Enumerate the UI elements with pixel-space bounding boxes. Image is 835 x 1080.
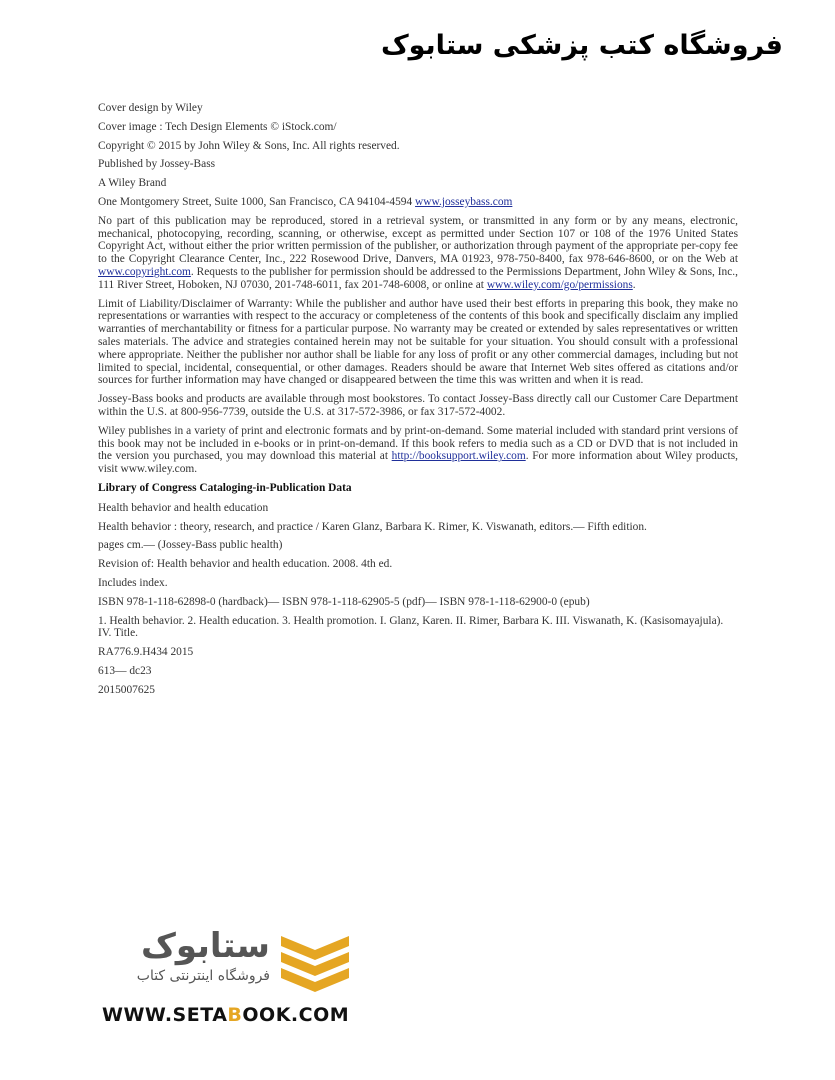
formats-text-2: . For more information about Wiley products, visit www.wiley.com. — [98, 450, 738, 476]
cip-line: ISBN 978-1-118-62898-0 (hardback)— ISBN 978-1-118-62905-5 (pdf)— ISBN 978-1-118-62900-0 (epub) — [98, 595, 590, 608]
cover-image-line: Cover image : Tech Design Elements © iStock.com/ — [98, 120, 337, 133]
address-line — [98, 196, 738, 209]
watermark-header: فروشگاه کتب پزشکی ستابوک — [380, 30, 783, 61]
copyright-line: Copyright © 2015 by John Wiley & Sons, Inc. All rights reserved. — [98, 139, 400, 152]
cip-line: Includes index. — [98, 576, 168, 589]
cip-line: 613— dc23 — [98, 664, 152, 677]
publisher-line: Published by Jossey-Bass — [98, 158, 216, 171]
cip-heading: Library of Congress Cataloging-in-Publication Data — [98, 481, 352, 494]
logo-tagline: فروشگاه اینترنتی کتاب — [136, 968, 270, 984]
cip-line: RA776.9.H434 2015 — [98, 646, 194, 659]
copyright-com-link[interactable]: www.copyright.com — [98, 265, 191, 278]
reproduction-text-3: . — [632, 278, 636, 291]
logo-url — [102, 1004, 349, 1026]
booksupport-link[interactable]: http://booksupport.wiley.com — [391, 450, 526, 463]
formats-text-1: Wiley publishes in a variety of print and electronic formats and by print-on-demand. Some material included with standard print versions of this book may not be included in e-books or in print-on-demand. If this book refers to media such as a CD or DVD that is not included in the version you purchased, you may download this material at — [98, 424, 738, 463]
cip-line: pages cm.— (Jossey-Bass public health) — [98, 539, 283, 552]
formats-paragraph — [98, 425, 738, 476]
copyright-page — [98, 102, 738, 702]
liability-paragraph: Limit of Liability/Disclaimer of Warranty: While the publisher and author have used their best efforts in preparing this book, they make no representations or warranties with respect to the accuracy or completeness of the contents of this book and specifically disclaim any implied warranties of merchantability or fitness for a particular purpose. No warranty may be created or extended by sales representatives or written sales materials. The advice and strategies contained herein may not be suitable for your situation. You should consult with a professional where appropriate. Neither the publisher nor author shall be liable for any loss of profit or any other commercial damages, including but not limited to special, incidental, consequential, or other damages. Readers should be aware that Internet Web sites offered as citations and/or sources for further information may have changed or disappeared between the time this was written and when it is read. — [98, 297, 738, 387]
address-text: One Montgomery Street, Suite 1000, San Francisco, CA 94104-4594 — [98, 195, 413, 208]
reproduction-text-2: . Requests to the publisher for permission should be addressed to the Permissions Department, John Wiley & Sons, Inc., 111 River Street, Hoboken, NJ 07030, 201-748-6011, fax 201-748-6008, or online at — [98, 265, 738, 291]
availability-paragraph: Jossey-Bass books and products are available through most bookstores. To contact Jossey-Bass directly call our Customer Care Department within the U.S. at 800-956-7739, outside the U.S. at 317-572-3986, or fax 317-572-4002. — [98, 393, 738, 418]
logo-url-suffix: OOK.COM — [242, 1004, 350, 1026]
cip-line: 1. Health behavior. 2. Health education. 3. Health promotion. I. Glanz, Karen. II. Rimer, Barbara K. III. Viswanath, K. (Kasisomayajula). IV. Title. — [98, 614, 724, 640]
logo-wordmark: ستابوک — [141, 926, 270, 966]
cip-line: Health behavior and health education — [98, 501, 269, 514]
josseybass-link[interactable]: www.josseybass.com — [415, 195, 513, 208]
permissions-link[interactable]: www.wiley.com/go/permissions — [486, 278, 633, 291]
cover-design-line: Cover design by Wiley — [98, 102, 203, 114]
cip-line: Health behavior : theory, research, and practice / Karen Glanz, Barbara K. Rimer, K. Viswanath, editors.— Fifth edition. — [98, 520, 647, 533]
brand-line: A Wiley Brand — [98, 177, 167, 190]
chevron-stack-icon — [278, 932, 352, 994]
cip-line: 2015007625 — [98, 683, 155, 696]
reproduction-text-1: No part of this publication may be reproduced, stored in a retrieval system, or transmitted in any form or by any means, electronic, mechanical, photocopying, recording, scanning, or otherwise, except as permitted under Section 107 or 108 of the 1976 United States Copyright Act, without either the prior written permission of the publisher, or authorization through payment of the appropriate per-copy fee to the Copyright Clearance Center, Inc., 222 Rosewood Drive, Danvers, MA 01923, 978-750-8400, fax 978-646-8600, or on the Web at — [98, 214, 738, 266]
logo-url-prefix: WWW.SETA — [102, 1004, 228, 1026]
reproduction-paragraph — [98, 215, 738, 292]
logo-url-accent: B — [227, 1004, 243, 1026]
cip-line: Revision of: Health behavior and health education. 2008. 4th ed. — [98, 558, 393, 571]
setabook-logo — [88, 926, 358, 1036]
